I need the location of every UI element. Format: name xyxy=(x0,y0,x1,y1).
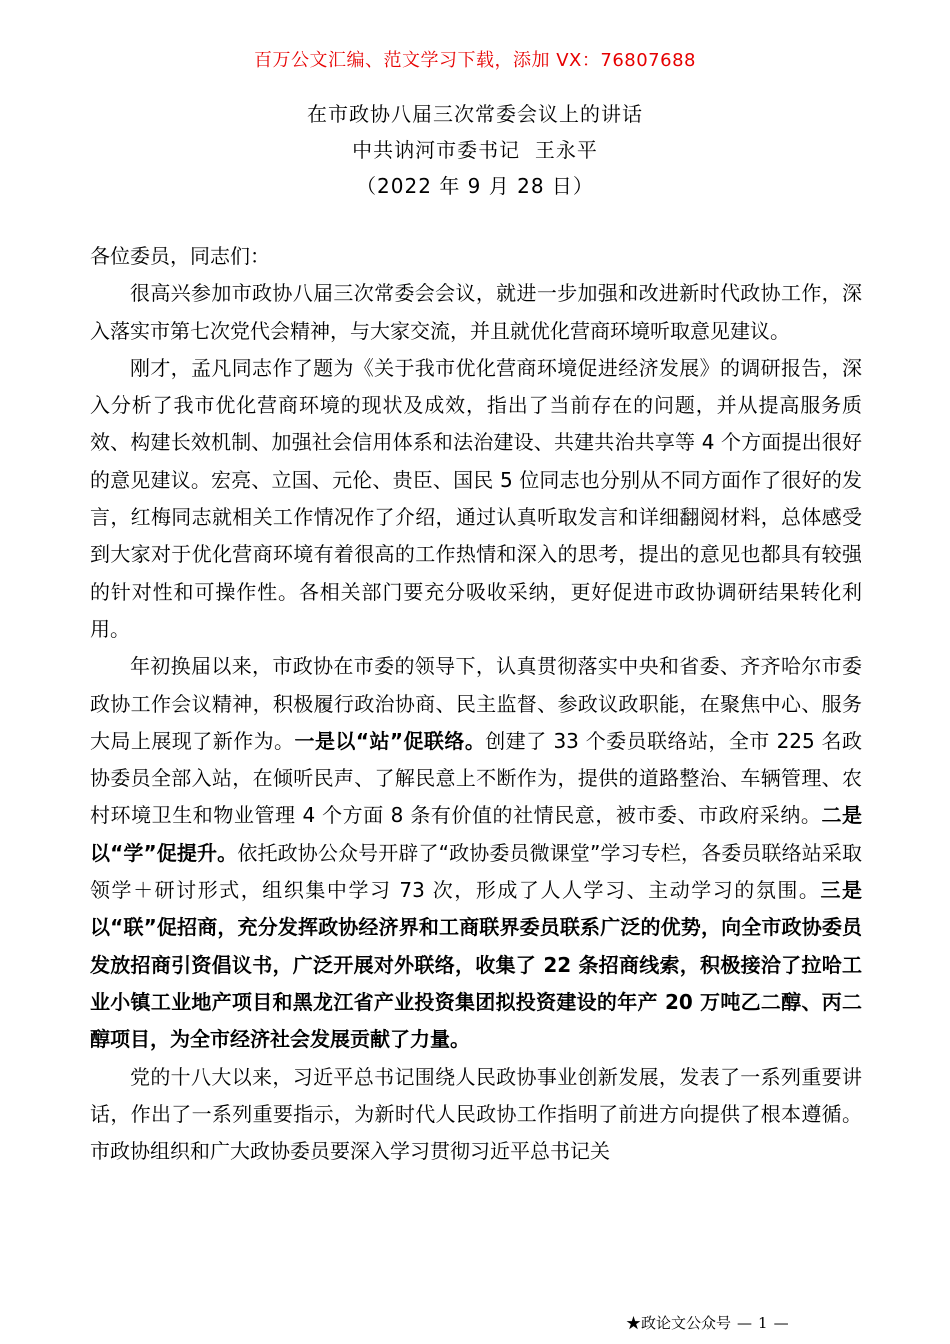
point-1-heading: 一是以“站”促联络。 xyxy=(294,728,486,753)
paragraph-1: 很高兴参加市政协八届三次常委会会议，就进一步加强和改进新时代政协工作，深入落实市第七次党代会精神，与大家交流，并且就优化营商环境听取意见建议。 xyxy=(90,281,862,343)
footer-dash-right: — xyxy=(773,1314,789,1332)
point-2-heading: 二是以“学”促提升。 xyxy=(90,803,862,865)
speaker-line: 中共讷河市委书记 王永平 xyxy=(352,138,598,162)
paragraph-3 xyxy=(90,648,862,1058)
greeting: 各位委员，同志们： xyxy=(90,244,270,268)
speech-date: （2022 年 9 月 28 日） xyxy=(356,174,594,198)
footer-dash-left: — xyxy=(737,1314,753,1332)
point-1-text: 创建了 33 个委员联络站，全市 225 名政协委员全部入站，在倾听民声、了解民意上不断作为，提供的道路整治、车辆管理、农村环境卫生和物业管理 4 个方面 8 条有价值的社情民意，被市委、市政府采纳。 xyxy=(90,728,862,828)
document-body xyxy=(90,238,862,1170)
promo-banner: 百万公文汇编、范文学习下载，添加 VX：76807688 xyxy=(254,50,696,71)
page-number: 1 xyxy=(758,1314,768,1332)
page-footer xyxy=(626,1312,795,1333)
point-2-text: 依托政协公众号开辟了“政协委员微课堂”学习专栏，各委员联络站采取领学＋研讨形式，组织集中学习 73 次，形成了人人学习、主动学习的氛围。 xyxy=(90,840,862,903)
title-block xyxy=(0,96,950,204)
paragraph-4: 党的十八大以来，习近平总书记围绕人民政协事业创新发展，发表了一系列重要讲话，作出了一系列重要指示，为新时代人民政协工作指明了前进方向提供了根本遵循。市政协组织和广大政协委员要深入学习贯彻习近平总书记关 xyxy=(90,1064,862,1164)
paragraph-3-intro: 年初换届以来，市政协在市委的领导下，认真贯彻落实中央和省委、齐齐哈尔市委政协工作会议精神，积极履行政治协商、民主监督、参政议政职能，在聚焦中心、服务大局上展现了新作为。 xyxy=(90,654,862,753)
point-3-bold-text: 三是以“联”促招商，充分发挥政协经济界和工商联界委员联系广泛的优势，向全市政协委员发放招商引资倡议书，广泛开展对外联络，收集了 22 条招商线索，积极接洽了拉哈工业小镇工业地产项目和黑龙江省产业投资集团拟投资建设的年产 20 万吨乙二醇、丙二醇项目，为全市经济社会发展贡献了力量。 xyxy=(90,878,863,1052)
speech-title: 在市政协八届三次常委会议上的讲话 xyxy=(307,102,643,126)
footer-source: ★政论文公众号 xyxy=(626,1314,732,1332)
paragraph-2: 刚才，孟凡同志作了题为《关于我市优化营商环境促进经济发展》的调研报告，深入分析了我市优化营商环境的现状及成效，指出了当前存在的问题，并从提高服务质效、构建长效机制、加强社会信用体系和法治建设、共建共治共享等 4 个方面提出很好的意见建议。宏亮、立国、元伦、贵臣、国民 5 位同志也分别从不同方面作了很好的发言，红梅同志就相关工作情况作了介绍，通过认真听取发言和详细翻阅材料，总体感受到大家对于优化营商环境有着很高的工作热情和深入的思考，提出的意见也都具有较强的针对性和可操作性。各相关部门要充分吸收采纳，更好促进市政协调研结果转化利用。 xyxy=(90,355,862,641)
